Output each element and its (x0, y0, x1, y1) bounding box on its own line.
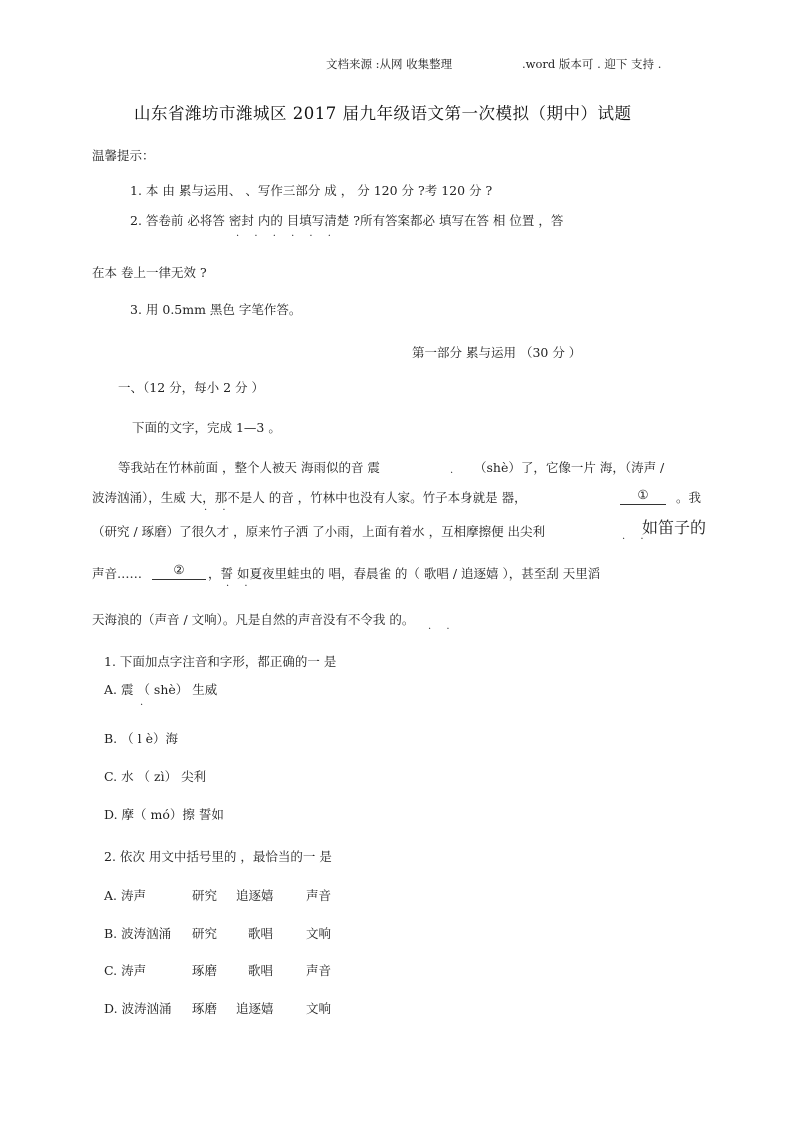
q2-option-a-4: 声音 (306, 888, 332, 903)
tips-item-1: 1. 本 由 累与运用、 、写作三部分 成 ， 分 120 分 ?考 120 分 ? (130, 183, 493, 198)
q1-option-c: C. 水 （ zì） 尖利 (104, 769, 207, 784)
emphasis-dot: . (450, 465, 460, 476)
q2-option-d-3: 追逐嬉 (236, 1001, 274, 1016)
q2-option-c-4: 声音 (306, 963, 332, 978)
q2-option-b-2: 研究 (192, 926, 218, 941)
q2-option-b-3: 歌唱 (248, 926, 274, 941)
passage-line-1: 等我站在竹林前面 ，整个人被天 海雨似的音 震 (118, 460, 380, 475)
tips-heading: 温馨提示： (92, 148, 155, 163)
header-source: 文档来源 :从网 收集整理 (326, 57, 453, 71)
q2-option-a-3: 追逐嬉 (236, 888, 274, 903)
tips-item-3: 3. 用 0.5mm 黑色 字笔作答。 (130, 302, 302, 317)
passage-line-2-end: 。我 (676, 490, 702, 505)
q1-option-a: A. 震 （ shè） 生威 (104, 682, 218, 697)
emphasis-dots: . . (428, 621, 456, 632)
q1-option-d: D. 摩（ mó）擦 誓如 (104, 807, 224, 822)
passage-line-2: 波涛汹涌），生威 大，那不是人 的音 ，竹林中也没有人家。竹子本身就是 器， (92, 490, 527, 505)
tips-item-2-cont: 在本 卷上一律无效 ? (92, 265, 207, 280)
q2-option-b-1: B. 波涛汹涌 (104, 926, 172, 941)
q1-stem: 1. 下面加点字注音和字形，都正确的一 是 (104, 654, 337, 669)
q2-option-a-1: A. 涛声 (104, 888, 146, 903)
header-word-note: .word 版本可 . 迎下 支持 . (522, 57, 662, 71)
emphasis-dot: . (140, 697, 150, 708)
part-heading: 第一部分 累与运用 （30 分 ） (412, 345, 582, 360)
emphasis-dots: · · (204, 505, 232, 516)
q2-option-a-2: 研究 (192, 888, 218, 903)
q2-option-c-3: 歌唱 (248, 963, 274, 978)
passage-line-5: 天海浪的（声音 / 文响）。凡是自然的声音没有不令我 的。 (92, 612, 415, 627)
passage-line-4-end: ，誓 如夏夜里蛙虫的 唱，春晨雀 的（ 歌唱 / 追逐嬉 ），甚至刮 天里滔 (208, 566, 601, 581)
q2-option-b-4: 文响 (306, 926, 332, 941)
q2-option-d-4: 文响 (306, 1001, 332, 1016)
blank-1: ① (620, 486, 666, 505)
emphasis-dots: · · · · · · (236, 231, 337, 242)
tips-item-2: 2. 答卷前 必将答 密封 内的 目填写清楚 ?所有答案都必 填写在答 相 位置 ，答 (130, 213, 564, 228)
page-title: 山东省潍坊市潍城区 2017 届九年级语文第一次模拟（期中）试题 (134, 104, 632, 123)
blank-2: ② (152, 561, 206, 580)
q1-option-b: B. （ l è）海 (104, 731, 178, 746)
q2-stem: 2. 依次 用文中括号里的 ，最恰当的一 是 (104, 849, 332, 864)
passage-line-4: 声音…… (92, 566, 143, 581)
emphasis-dots: . . (622, 531, 650, 542)
q2-option-d-1: D. 波涛汹涌 (104, 1001, 172, 1016)
q2-option-c-2: 琢磨 (192, 963, 218, 978)
section-instruction: 下面的文字，完成 1—3 。 (132, 420, 281, 435)
passage-line-3-end: 如笛子的 (642, 518, 707, 537)
q2-option-d-2: 琢磨 (192, 1001, 218, 1016)
passage-line-3: （研究 / 琢磨）了很久才 ，原来竹子洒 了小雨，上面有着水 ，互相摩擦便 出尖利 (92, 524, 546, 539)
section-heading: 一、（12 分，每小 2 分 ） (118, 380, 265, 395)
emphasis-dots: · · (226, 581, 254, 592)
passage-line-1-end: （shè）了，它像一片 海，（涛声 / (474, 460, 665, 475)
q2-option-c-1: C. 涛声 (104, 963, 147, 978)
